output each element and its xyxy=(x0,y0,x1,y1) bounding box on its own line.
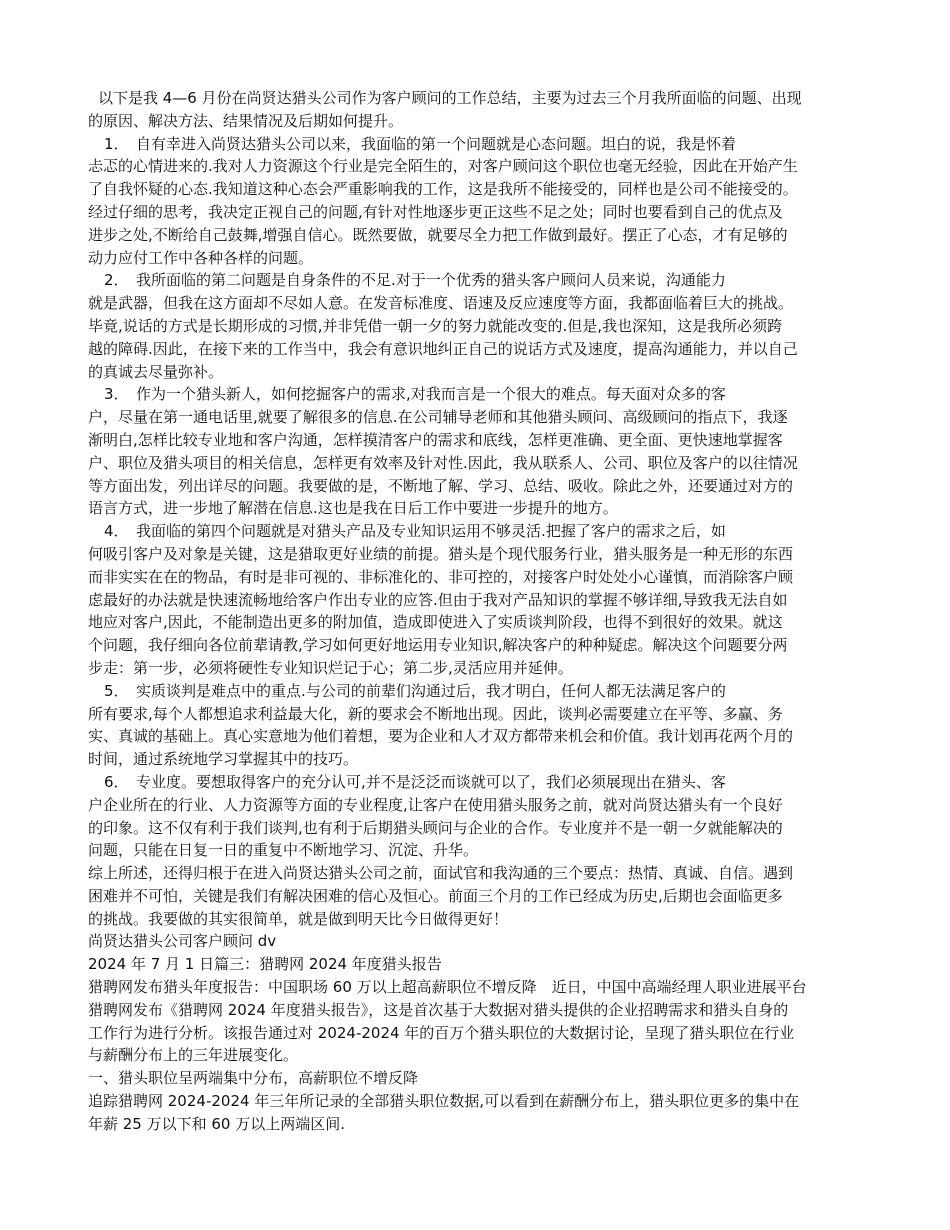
text-line: 经过仔细的思考，我决定正视自己的问题,有针对性地逐步更正这些不足之处；同时也要看到自己的优点及 xyxy=(88,202,783,221)
text-line: 以下是我 4—6 月份在尚贤达猎头公司作为客户顾问的工作总结，主要为过去三个月我所面临的问题、出现 xyxy=(98,89,802,107)
text-line: 与薪酬分布上的三年进展变化。 xyxy=(88,1046,299,1065)
text-line: 虑最好的办法就是快速流畅地给客户作出专业的应答.但由于我对产品知识的掌握不够详细,导致我无法自如 xyxy=(88,590,788,609)
text-line: 5． 实质谈判是难点中的重点.与公司的前辈们沟通过后，我才明白，任何人都无法满足客户的 xyxy=(104,681,726,700)
text-line: 问题，只能在日复一日的重复中不断地学习、沉淀、升华。 xyxy=(88,841,479,860)
text-line: 工作行为进行分析。该报告通过对 2024-2024 年的百万个猎头职位的大数据讨论，呈现了猎头职位在行业 xyxy=(88,1023,795,1042)
text-line: 的挑战。我要做的其实很简单，就是做到明天比今日做得更好！ xyxy=(88,909,509,928)
text-line: 进步之处,不断给自己鼓舞,增强自信心。既然要做，就要尽全力把工作做到最好。摆正了心态，才有足够的 xyxy=(88,225,788,244)
text-line: 所有要求,每个人都想追求利益最大化，新的要求会不断地出现。因此，谈判必需要建立在平等、多赢、务 xyxy=(88,704,783,723)
text-line: 户企业所在的行业、人力资源等方面的专业程度,让客户在使用猎头服务之前，就对尚贤达猎头有一个良好 xyxy=(88,795,783,814)
text-line: 追踪猎聘网 2024-2024 年三年所记录的全部猎头职位数据,可以看到在薪酬分布上，猎头职位更多的集中在 xyxy=(88,1092,800,1111)
text-line: 困难并不可怕，关键是我们有解决困难的信心及恒心。前面三个月的工作已经成为历史,后期也会面临更多 xyxy=(88,886,783,905)
section-heading: 一、猎头职位呈两端集中分布，高薪职位不增反降 xyxy=(88,1069,419,1088)
text-line: 时间，通过系统地学习掌握其中的技巧。 xyxy=(88,750,359,769)
text-line: 的原因、解决方法、结果情况及后期如何提升。 xyxy=(88,111,404,130)
text-line: 忐忑的心情进来的.我对人力资源这个行业是完全陌生的，对客户顾问这个职位也毫无经验，因此在开始产生 xyxy=(88,157,798,176)
text-line: 语言方式，进一步地了解潜在信息.这也是我在日后工作中要进一步提升的地方。 xyxy=(88,499,618,518)
text-line: 综上所述，还得归根于在进入尚贤达猎头公司之前，面试官和我沟通的三个要点：热情、真诚、自信。遇到 xyxy=(88,864,794,883)
text-line: 猎聘网发布猎头年度报告：中国职场 60 万以上超高薪职位不增反降 近日，中国中高端经理人职业进展平台 xyxy=(88,978,807,997)
text-line: 4． 我面临的第四个问题就是对猎头产品及专业知识运用不够灵活.把握了客户的需求之后，如 xyxy=(104,522,726,541)
text-line: 3． 作为一个猎头新人，如何挖掘客户的需求,对我而言是一个很大的难点。每天面对众多的客 xyxy=(104,385,726,404)
text-line: 的真诚去尽量弥补。 xyxy=(88,362,224,381)
text-line: 地应对客户,因此，不能制造出更多的附加值，造成即使进入了实质谈判阶段，也得不到很好的效果。就这 xyxy=(88,613,783,632)
text-line: 越的障碍.因此，在接下来的工作当中，我会有意识地纠正自己的说话方式及速度，提高沟通能力，并以自己 xyxy=(88,339,798,358)
text-line: 何吸引客户及对象是关键，这是猎取更好业绩的前提。猎头是个现代服务行业，猎头服务是一种无形的东西 xyxy=(88,544,794,563)
text-line: 的印象。这不仅有利于我们谈判,也有利于后期猎头顾问与企业的合作。专业度并不是一朝一夕就能解决的 xyxy=(88,818,783,837)
text-line: 猎聘网发布《猎聘网 2024 年度猎头报告》，这是首次基于大数据对猎头提供的企业招聘需求和猎头自身的 xyxy=(88,1000,789,1019)
text-line: 等方面出发，列出详尽的问题。我要做的是，不断地了解、学习、总结、吸收。除此之外，还要通过对方的 xyxy=(88,476,794,495)
text-line: 年薪 25 万以下和 60 万以上两端区间. xyxy=(88,1114,346,1133)
text-line: 1． 自有幸进入尚贤达猎头公司以来，我面临的第一个问题就是心态问题。坦白的说，我是怀着 xyxy=(104,134,737,153)
text-line: 户、职位及猎头项目的相关信息，怎样更有效率及针对性.因此，我从联系人、公司、职位及客户的以往情况 xyxy=(88,453,798,472)
text-line: 个问题，我仔细向各位前辈请教,学习如何更好地运用专业知识,解决客户的种种疑虑。解决这个问题要分两 xyxy=(88,636,788,655)
text-line: 毕竟,说话的方式是长期形成的习惯,并非凭借一朝一夕的努力就能改变的.但是,我也深知，这是我所必须跨 xyxy=(88,316,783,335)
text-line: 而非实实在在的物品，有时是非可视的、非标准化的、非可控的，对接客户时处处小心谨慎，而消除客户顾 xyxy=(88,567,794,586)
text-line: 2． 我所面临的第二问题是自身条件的不足.对于一个优秀的猎头客户顾问人员来说，沟通能力 xyxy=(104,271,726,290)
text-line: 渐明白,怎样比较专业地和客户沟通，怎样摸清客户的需求和底线，怎样更准确、更全面、更快速地掌握客 xyxy=(88,430,783,449)
text-line: 实、真诚的基础上。真心实意地为他们着想，要为企业和人才双方都带来机会和价值。我计划再花两个月的 xyxy=(88,727,794,746)
text-line: 就是武器，但我在这方面却不尽如人意。在发音标准度、语速及反应速度等方面，我都面临着巨大的挑战。 xyxy=(88,294,794,313)
document-body xyxy=(88,87,862,1136)
text-line: 6． 专业度。要想取得客户的充分认可,并不是泛泛而谈就可以了，我们必须展现出在猎头、客 xyxy=(104,772,726,791)
date-heading-line: 2024 年 7 月 1 日篇三：猎聘网 2024 年度猎头报告 xyxy=(88,955,442,974)
text-line: 户，尽量在第一通电话里,就要了解很多的信息.在公司辅导老师和其他猎头顾问、高级顾问的指点下，我逐 xyxy=(88,408,788,427)
text-line: 步走：第一步，必须将硬性专业知识烂记于心；第二步,灵活应用并延伸。 xyxy=(88,658,573,677)
text-line: 了自我怀疑的心态.我知道这种心态会严重影响我的工作，这是我所不能接受的，同样也是公司不能接受的。 xyxy=(88,180,798,199)
text-line: 动力应付工作中各种各样的问题。 xyxy=(88,248,314,267)
signature-line: 尚贤达猎头公司客户顾问 dv xyxy=(88,932,277,951)
